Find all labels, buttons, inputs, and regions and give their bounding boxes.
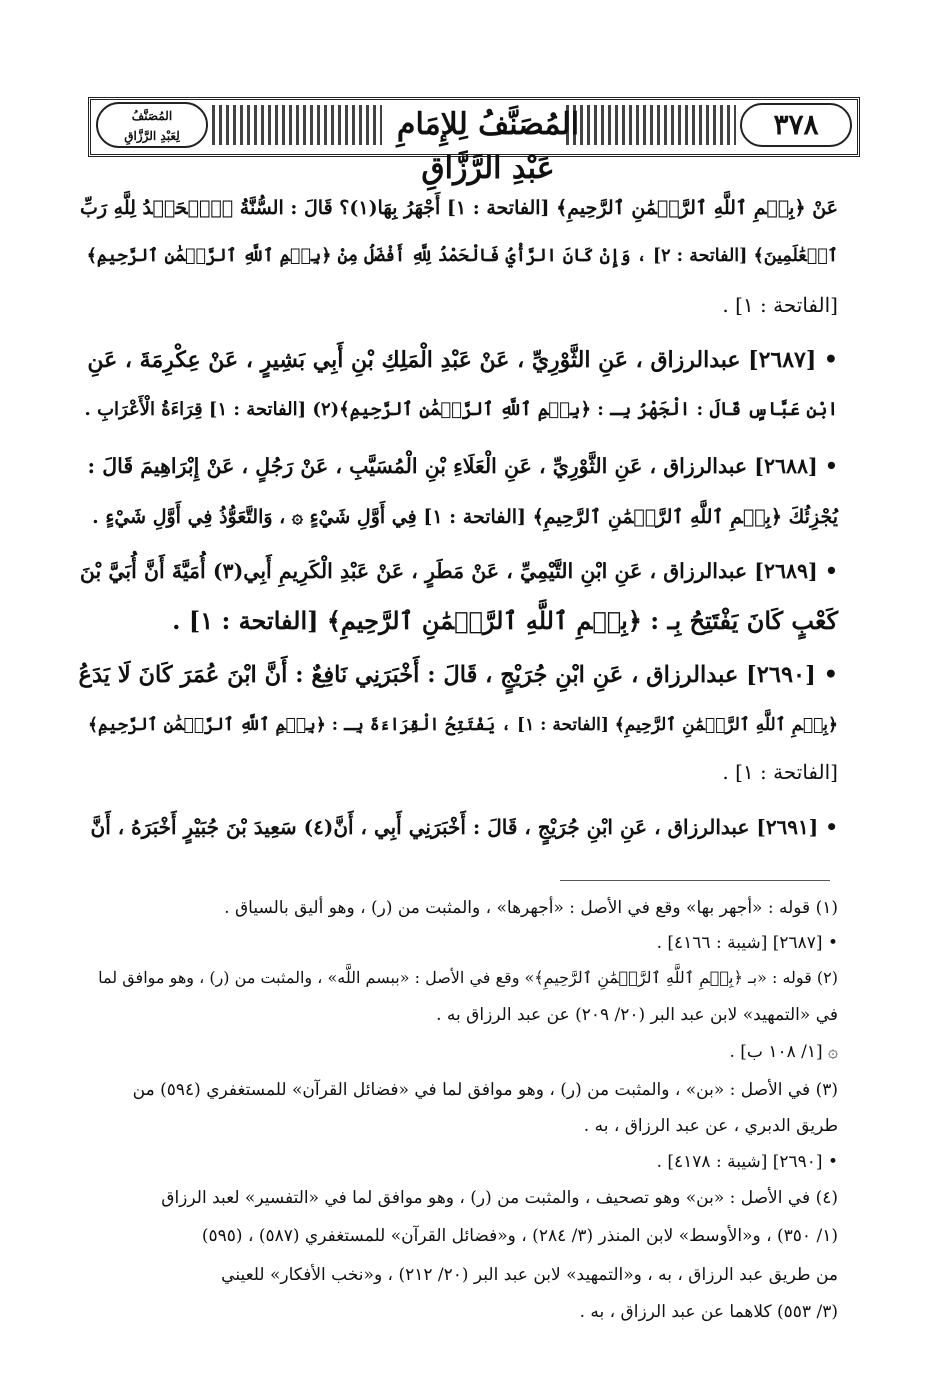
footnote-4-line-4: (٣/ ٥٥٣) كلاهما عن عبد الرزاق ، به . [579, 1302, 838, 1322]
footnote-3-line-1: (٣) في الأصل : «بن» ، والمثبت من (ر) ، وهو موافق لما في «فضائل القرآن» للمستغفري (٥٩٤) من [132, 1080, 838, 1100]
page-number: ٣٧٨ [740, 103, 852, 147]
footnote-2-line-1: (٢) قوله : «بـ ﴿بِسۡمِ ٱللَّهِ ٱلرَّحۡمَٰنِ ٱلرَّحِيمِ﴾» وقع في الأصل : «ببسم اللَّه» ، والمثبت من (ر) ، وهو موافق لما [98, 968, 838, 987]
body-line-3: [الفاتحة : ١] . [722, 293, 838, 317]
seal-line-2: لِعَبْدِ الرَّزَّاقِ [124, 129, 180, 143]
footnote-ref-2690: • [٢٦٩٠] [شيبة : ٤١٧٨] . [656, 1152, 838, 1172]
hadith-2687-line-2: ابْنِ عَبَّاسٍ قَالَ : الْجَهْرُ بِـ : ﴿بِسۡمِ ٱللَّهِ ٱلرَّحۡمَٰنِ ٱلرَّحِيمِ﴾(٢) [الفاتحة : ١] قِرَاءَةُ الْأَعْرَابِ . [84, 399, 838, 420]
footnote-3-line-2: طريق الدبري ، عن عبد الرزاق ، به . [583, 1116, 838, 1136]
page-title: المُصَنَّفُ لِلإِمَامِ عَبْدِ الرَّزَّاقِ [396, 107, 580, 186]
hadith-2690-line-1: • [٢٦٩٠] عبدالرزاق ، عَنِ ابْنِ جُرَيْجٍ ، قَالَ : أَخْبَرَنِي نَافِعٌ : أَنَّ ابْنَ عُمَرَ كَانَ لَا يَدَعُ [78, 662, 838, 688]
footnote-1: (١) قوله : «أجهر بها» وقع في الأصل : «أجهرها» ، والمثبت من (ر) ، وهو أليق بالسياق . [224, 898, 838, 918]
body-line-1: عَنْ ﴿بِسۡمِ ٱللَّهِ ٱلرَّحۡمَٰنِ ٱلرَّحِيمِ﴾ [الفاتحة : ١] أَجْهَرُ بِهَا(١)؟ قَالَ : السُّنَّةُ ﴿ٱلۡحَمۡدُ لِلَّهِ رَبِّ [79, 197, 838, 219]
hadith-2690-line-3: [الفاتحة : ١] . [722, 760, 838, 784]
footnote-4-line-1: (٤) في الأصل : «بن» وهو تصحيف ، والمثبت من (ر) ، وهو موافق لما في «التفسير» لعبد الرزاق [161, 1188, 838, 1208]
hadith-2688-line-1: • [٢٦٨٨] عبدالرزاق ، عَنِ الثَّوْرِيِّ ، عَنِ الْعَلَاءِ بْنِ الْمُسَيَّبِ ، عَنْ رَجُلٍ ، عَنْ إِبْرَاهِيمَ قَالَ : [87, 454, 838, 478]
header-ornament-left [212, 105, 382, 145]
body-line-2: ٱلۡعَٰلَمِينَ﴾ [الفاتحة : ٢] ، وَإِنْ كَانَ الرَّأْيُ فَالْحَمْدُ لِلَّهِ أَفْضَلُ مِنْ ﴿بِسۡمِ ٱللَّهِ ٱلرَّحۡمَٰنِ ٱلرَّحِيمِ﴾ [86, 246, 838, 266]
footnote-2-line-2: في «التمهيد» لابن عبد البر (٢٠/ ٢٠٩) عن عبد الرزاق به . [436, 1005, 838, 1025]
footnote-4-line-2: (١/ ٣٥٠) ، و«الأوسط» لابن المنذر (٣/ ٢٨٤) ، و«فضائل القرآن» للمستغفري (٥٨٧) ، (٥٩٥) [201, 1226, 838, 1246]
hadith-2688-line-2: يُجْزِئُكَ ﴿بِسۡمِ ٱللَّهِ ٱلرَّحۡمَٰنِ ٱلرَّحِيمِ﴾ [الفاتحة : ١] فِي أَوَّلِ شَيْءٍ ۞ ، وَالتَّعَوُّذُ فِي أَوَّلِ شَيْءٍ . [92, 506, 838, 528]
header-ornament-right [566, 105, 736, 145]
hadith-2691-line-1: • [٢٦٩١] عبدالرزاق ، عَنِ ابْنِ جُرَيْجٍ ، قَالَ : أَخْبَرَنِي أَبِي ، أَنَّ(٤) سَعِيدَ بْنَ جُبَيْرٍ أَخْبَرَهُ ، أَنَّ [90, 815, 838, 839]
hadith-2690-line-2: ﴿بِسۡمِ ٱللَّهِ ٱلرَّحۡمَٰنِ ٱلرَّحِيمِ﴾ [الفاتحة : ١] ، يَفْتَتِحُ الْقِرَاءَةَ بِـ : ﴿بِسۡمِ ٱللَّهِ ٱلرَّحۡمَٰنِ ٱلرَّحِيمِ﴾ [87, 715, 838, 735]
hadith-2689-line-1: • [٢٦٨٩] عبدالرزاق ، عَنِ ابْنِ التَّيْمِيِّ ، عَنْ مَطَرٍ ، عَنْ عَبْدِ الْكَرِيمِ أَبِي(٣) أُمَيَّةَ أَنَّ أُبَيَّ بْنَ [79, 559, 838, 583]
footnote-divider [560, 880, 830, 881]
footnote-4-line-3: من طريق عبد الرزاق ، به ، و«التمهيد» لابن عبد البر (٢٠/ ٢١٢) ، و«نخب الأفكار» للعيني [221, 1265, 838, 1285]
footnote-ref-2687: • [٢٦٨٧] [شيبة : ٤١٦٦] . [656, 933, 838, 953]
header-seal-logo [96, 102, 208, 148]
hadith-2689-line-2: كَعْبٍ كَانَ يَفْتَتِحُ بِـ : ﴿بِسۡمِ ٱللَّهِ ٱلرَّحۡمَٰنِ ٱلرَّحِيمِ﴾ [الفاتحة : ١] . [172, 606, 838, 635]
page-header [88, 97, 860, 186]
hadith-2687-line-1: • [٢٦٨٧] عبدالرزاق ، عَنِ الثَّوْرِيِّ ، عَنْ عَبْدِ الْمَلِكِ بْنِ أَبِي بَشِيرٍ ، عَنْ عِكْرِمَةَ ، عَنِ [87, 347, 838, 373]
footnote-folio: ۞ [١/ ١٠٨ ب] . [729, 1042, 838, 1062]
seal-line-1: المُصَنَّفُ [131, 109, 173, 123]
